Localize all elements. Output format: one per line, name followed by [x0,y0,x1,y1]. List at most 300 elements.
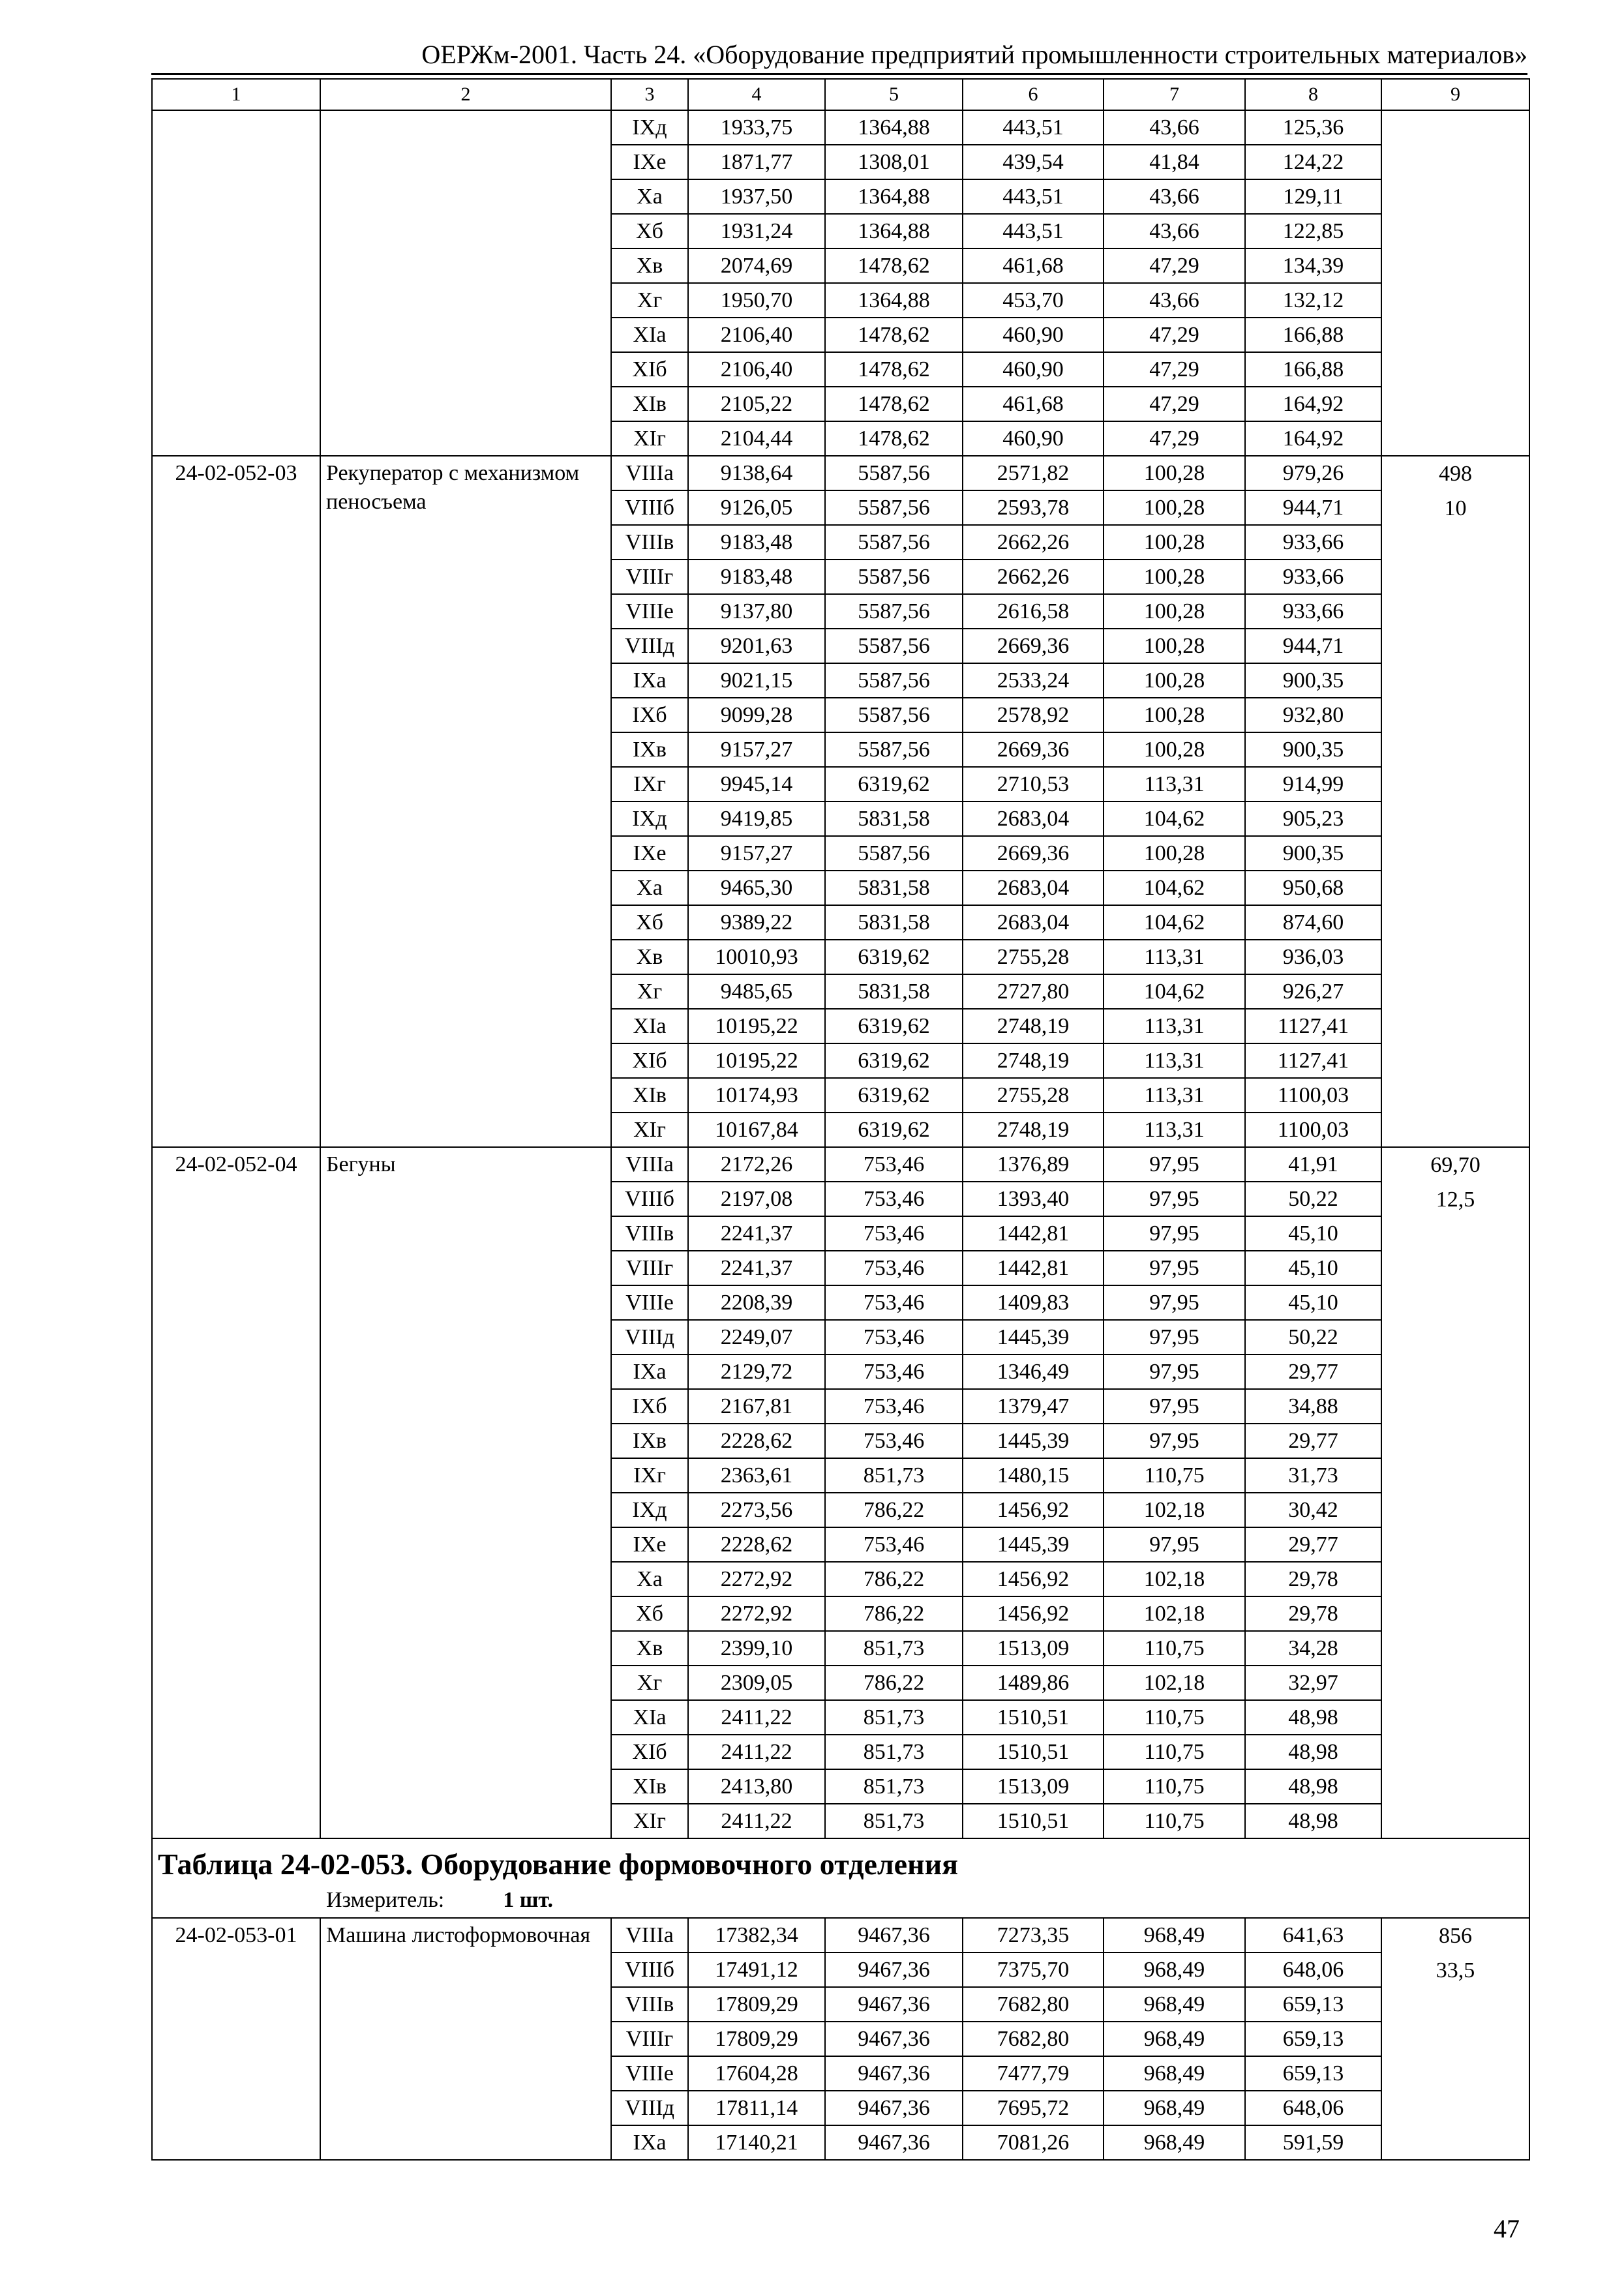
value-cell: 2363,61 [688,1458,825,1493]
value-cell: 933,66 [1245,560,1381,594]
column-number: 5 [825,79,963,110]
value-cell: 753,46 [825,1424,963,1458]
zone-cell: Xг [611,1666,688,1700]
value-cell: 41,84 [1104,145,1245,179]
zone-cell: IXе [611,1527,688,1562]
value-cell: 129,11 [1245,179,1381,214]
value-cell: 753,46 [825,1216,963,1251]
value-cell: 97,95 [1104,1354,1245,1389]
value-cell: 933,66 [1245,525,1381,560]
value-cell: 2309,05 [688,1666,825,1700]
value-cell: 9945,14 [688,767,825,801]
value-cell: 47,29 [1104,387,1245,421]
value-cell: 2399,10 [688,1631,825,1666]
value-cell: 1456,92 [963,1596,1104,1631]
value-cell: 1513,09 [963,1769,1104,1804]
item-name: Машина листоформовочная [320,1918,611,2160]
value-cell: 2273,56 [688,1493,825,1527]
value-cell: 5587,56 [825,629,963,663]
value-cell: 7477,79 [963,2056,1104,2091]
zone-cell: IXг [611,1458,688,1493]
value-cell: 851,73 [825,1769,963,1804]
value-cell: 2074,69 [688,248,825,283]
value-cell: 7682,80 [963,1987,1104,2022]
value-cell: 2578,92 [963,698,1104,732]
zone-cell: XIа [611,1700,688,1735]
value-cell: 1364,88 [825,110,963,145]
value-cell: 2197,08 [688,1182,825,1216]
value-cell: 1445,39 [963,1527,1104,1562]
value-cell: 753,46 [825,1320,963,1354]
value-cell: 851,73 [825,1458,963,1493]
value-cell: 2727,80 [963,974,1104,1009]
zone-cell: VIIIв [611,1987,688,2022]
zone-cell: IXд [611,110,688,145]
value-cell: 2593,78 [963,490,1104,525]
value-cell: 43,66 [1104,110,1245,145]
table-heading [152,1838,1529,1918]
value-cell: 2662,26 [963,560,1104,594]
item-code: 24-02-052-03 [152,456,320,1147]
zone-cell: Xа [611,179,688,214]
value-cell: 17809,29 [688,1987,825,2022]
value-cell: 45,10 [1245,1251,1381,1285]
zone-cell: XIб [611,352,688,387]
value-cell: 1513,09 [963,1631,1104,1666]
value-cell: 786,22 [825,1493,963,1527]
value-cell: 786,22 [825,1666,963,1700]
value-cell: 926,27 [1245,974,1381,1009]
value-cell: 2411,22 [688,1735,825,1769]
value-cell: 968,49 [1104,2091,1245,2125]
value-cell: 453,70 [963,283,1104,318]
value-cell: 443,51 [963,179,1104,214]
value-cell: 110,75 [1104,1804,1245,1838]
value-cell: 164,92 [1245,421,1381,456]
value-cell: 50,22 [1245,1320,1381,1354]
page-number: 47 [1494,2214,1520,2243]
value-cell: 5831,58 [825,974,963,1009]
value-cell: 968,49 [1104,1918,1245,1952]
value-cell: 1409,83 [963,1285,1104,1320]
value-cell: 1510,51 [963,1804,1104,1838]
value-cell: 1937,50 [688,179,825,214]
value-cell: 9465,30 [688,871,825,905]
value-cell: 48,98 [1245,1735,1381,1769]
value-cell: 113,31 [1104,1043,1245,1078]
value-cell: 17491,12 [688,1952,825,1987]
value-cell: 936,03 [1245,940,1381,974]
value-cell: 968,49 [1104,1952,1245,1987]
value-cell: 1933,75 [688,110,825,145]
value-cell: 1127,41 [1245,1009,1381,1043]
value-cell: 34,28 [1245,1631,1381,1666]
mass-value: 498 [1439,462,1472,486]
zone-cell: VIIIг [611,1251,688,1285]
value-cell: 100,28 [1104,836,1245,871]
value-cell: 753,46 [825,1527,963,1562]
value-cell: 7375,70 [963,1952,1104,1987]
table-body [152,79,1529,2160]
mass-value: 10 [1444,496,1467,520]
value-cell: 2106,40 [688,352,825,387]
zone-cell: VIIIд [611,629,688,663]
value-cell: 9467,36 [825,1987,963,2022]
value-cell: 110,75 [1104,1700,1245,1735]
value-cell: 29,77 [1245,1424,1381,1458]
column-number: 4 [688,79,825,110]
zone-cell: VIIIе [611,1285,688,1320]
value-cell: 102,18 [1104,1562,1245,1596]
zone-cell: XIв [611,1769,688,1804]
value-cell: 851,73 [825,1631,963,1666]
zone-cell: VIIIа [611,456,688,490]
value-cell: 41,91 [1245,1147,1381,1182]
value-cell: 9485,65 [688,974,825,1009]
value-cell: 2129,72 [688,1354,825,1389]
value-cell: 29,77 [1245,1354,1381,1389]
value-cell: 113,31 [1104,1113,1245,1147]
value-cell: 933,66 [1245,594,1381,629]
value-cell: 1478,62 [825,352,963,387]
value-cell: 914,99 [1245,767,1381,801]
value-cell: 29,77 [1245,1527,1381,1562]
value-cell: 648,06 [1245,2091,1381,2125]
zone-cell: IXд [611,1493,688,1527]
value-cell: 30,42 [1245,1493,1381,1527]
value-cell: 1456,92 [963,1493,1104,1527]
value-cell: 1489,86 [963,1666,1104,1700]
value-cell: 968,49 [1104,1987,1245,2022]
value-cell: 2104,44 [688,421,825,456]
value-cell: 113,31 [1104,767,1245,801]
value-cell: 460,90 [963,421,1104,456]
table-row [152,1147,1529,1182]
value-cell: 100,28 [1104,525,1245,560]
value-cell: 100,28 [1104,594,1245,629]
value-cell: 5587,56 [825,732,963,767]
value-cell: 166,88 [1245,352,1381,387]
value-cell: 1100,03 [1245,1078,1381,1113]
value-cell: 9467,36 [825,2091,963,2125]
value-cell: 1871,77 [688,145,825,179]
zone-cell: XIа [611,1009,688,1043]
value-cell: 34,88 [1245,1389,1381,1424]
mass-value: 12,5 [1436,1188,1475,1212]
value-cell: 6319,62 [825,767,963,801]
value-cell: 1950,70 [688,283,825,318]
value-cell: 932,80 [1245,698,1381,732]
value-cell: 1364,88 [825,283,963,318]
value-cell: 7081,26 [963,2125,1104,2160]
value-cell: 5587,56 [825,456,963,490]
mass-value: 33,5 [1436,1958,1475,1982]
value-cell: 753,46 [825,1354,963,1389]
value-cell: 753,46 [825,1182,963,1216]
zone-cell: VIIIв [611,1216,688,1251]
value-cell: 9467,36 [825,1952,963,1987]
value-cell: 47,29 [1104,352,1245,387]
zone-cell: IXе [611,836,688,871]
value-cell: 5587,56 [825,490,963,525]
value-cell: 753,46 [825,1389,963,1424]
measure-label: Измеритель: [326,1888,445,1912]
value-cell: 979,26 [1245,456,1381,490]
value-cell: 50,22 [1245,1182,1381,1216]
value-cell: 2105,22 [688,387,825,421]
value-cell: 104,62 [1104,974,1245,1009]
value-cell: 944,71 [1245,629,1381,663]
value-cell: 47,29 [1104,421,1245,456]
value-cell: 7682,80 [963,2022,1104,2056]
zone-cell: XIа [611,318,688,352]
value-cell: 9183,48 [688,560,825,594]
item-code [152,110,320,456]
zone-cell: VIIIе [611,594,688,629]
value-cell: 9467,36 [825,2056,963,2091]
value-cell: 968,49 [1104,2056,1245,2091]
value-cell: 900,35 [1245,663,1381,698]
mass-cell [1381,110,1529,456]
value-cell: 1100,03 [1245,1113,1381,1147]
value-cell: 851,73 [825,1804,963,1838]
value-cell: 2669,36 [963,836,1104,871]
value-cell: 113,31 [1104,940,1245,974]
value-cell: 6319,62 [825,940,963,974]
value-cell: 1478,62 [825,318,963,352]
value-cell: 2272,92 [688,1596,825,1631]
value-cell: 2411,22 [688,1700,825,1735]
value-cell: 110,75 [1104,1769,1245,1804]
value-cell: 97,95 [1104,1389,1245,1424]
zone-cell: XIб [611,1043,688,1078]
value-cell: 9099,28 [688,698,825,732]
value-cell: 461,68 [963,248,1104,283]
value-cell: 460,90 [963,318,1104,352]
value-cell: 5587,56 [825,836,963,871]
column-number: 3 [611,79,688,110]
value-cell: 648,06 [1245,1952,1381,1987]
value-cell: 100,28 [1104,456,1245,490]
column-number: 2 [320,79,611,110]
value-cell: 1393,40 [963,1182,1104,1216]
zone-cell: Xв [611,248,688,283]
value-cell: 1364,88 [825,179,963,214]
table-row [152,110,1529,145]
zone-cell: VIIIа [611,1918,688,1952]
value-cell: 1379,47 [963,1389,1104,1424]
value-cell: 851,73 [825,1700,963,1735]
value-cell: 1442,81 [963,1251,1104,1285]
value-cell: 2669,36 [963,732,1104,767]
value-cell: 5831,58 [825,905,963,940]
value-cell: 122,85 [1245,214,1381,248]
value-cell: 9467,36 [825,1918,963,1952]
value-cell: 9157,27 [688,732,825,767]
value-cell: 6319,62 [825,1078,963,1113]
value-cell: 9021,15 [688,663,825,698]
value-cell: 110,75 [1104,1735,1245,1769]
zone-cell: Xб [611,905,688,940]
value-cell: 753,46 [825,1251,963,1285]
value-cell: 460,90 [963,352,1104,387]
value-cell: 104,62 [1104,905,1245,940]
item-code: 24-02-052-04 [152,1147,320,1838]
value-cell: 786,22 [825,1596,963,1631]
zone-cell: XIг [611,421,688,456]
value-cell: 10174,93 [688,1078,825,1113]
zone-cell: VIIIб [611,490,688,525]
value-cell: 1346,49 [963,1354,1104,1389]
value-cell: 2662,26 [963,525,1104,560]
column-number: 9 [1381,79,1529,110]
value-cell: 2208,39 [688,1285,825,1320]
header-title: ОЕРЖм-2001. Часть 24. «Оборудование предприятий промышленности строительных материалов» [421,40,1527,69]
value-cell: 461,68 [963,387,1104,421]
table-row [152,456,1529,490]
value-cell: 29,78 [1245,1562,1381,1596]
value-cell: 97,95 [1104,1527,1245,1562]
value-cell: 47,29 [1104,248,1245,283]
value-cell: 659,13 [1245,1987,1381,2022]
value-cell: 2241,37 [688,1216,825,1251]
value-cell: 10167,84 [688,1113,825,1147]
value-cell: 874,60 [1245,905,1381,940]
value-cell: 110,75 [1104,1631,1245,1666]
value-cell: 43,66 [1104,214,1245,248]
value-cell: 5587,56 [825,560,963,594]
value-cell: 47,29 [1104,318,1245,352]
value-cell: 48,98 [1245,1700,1381,1735]
value-cell: 17140,21 [688,2125,825,2160]
zone-cell: VIIIд [611,1320,688,1354]
value-cell: 2228,62 [688,1424,825,1458]
value-cell: 5587,56 [825,698,963,732]
zone-cell: IXв [611,1424,688,1458]
value-cell: 2748,19 [963,1043,1104,1078]
zone-cell: VIIIг [611,2022,688,2056]
value-cell: 1376,89 [963,1147,1104,1182]
value-cell: 2683,04 [963,801,1104,836]
value-cell: 659,13 [1245,2022,1381,2056]
value-cell: 10195,22 [688,1009,825,1043]
value-cell: 48,98 [1245,1804,1381,1838]
value-cell: 2172,26 [688,1147,825,1182]
value-cell: 45,10 [1245,1285,1381,1320]
zone-cell: VIIIд [611,2091,688,2125]
value-cell: 1445,39 [963,1424,1104,1458]
value-cell: 9126,05 [688,490,825,525]
zone-cell: Xб [611,1596,688,1631]
value-cell: 132,12 [1245,283,1381,318]
value-cell: 124,22 [1245,145,1381,179]
value-cell: 641,63 [1245,1918,1381,1952]
value-cell: 102,18 [1104,1596,1245,1631]
zone-cell: XIв [611,1078,688,1113]
zone-cell: IXв [611,732,688,767]
zone-cell: VIIIв [611,525,688,560]
value-cell: 2167,81 [688,1389,825,1424]
value-cell: 5587,56 [825,594,963,629]
mass-cell [1381,1918,1529,2160]
value-cell: 9138,64 [688,456,825,490]
value-cell: 9419,85 [688,801,825,836]
value-cell: 1456,92 [963,1562,1104,1596]
measure-line [153,1881,1529,1913]
value-cell: 2413,80 [688,1769,825,1804]
value-cell: 164,92 [1245,387,1381,421]
value-cell: 2748,19 [963,1009,1104,1043]
value-cell: 97,95 [1104,1251,1245,1285]
zone-cell: XIг [611,1113,688,1147]
value-cell: 125,36 [1245,110,1381,145]
value-cell: 5587,56 [825,525,963,560]
zone-cell: XIг [611,1804,688,1838]
value-cell: 2616,58 [963,594,1104,629]
column-number: 1 [152,79,320,110]
zone-cell: XIв [611,387,688,421]
value-cell: 2249,07 [688,1320,825,1354]
value-cell: 113,31 [1104,1009,1245,1043]
value-cell: 2748,19 [963,1113,1104,1147]
zone-cell: VIIIб [611,1952,688,1987]
value-cell: 443,51 [963,110,1104,145]
value-cell: 97,95 [1104,1285,1245,1320]
value-cell: 591,59 [1245,2125,1381,2160]
value-cell: 900,35 [1245,836,1381,871]
value-cell: 9201,63 [688,629,825,663]
zone-cell: Xб [611,214,688,248]
value-cell: 97,95 [1104,1424,1245,1458]
column-number-row [152,79,1529,110]
column-number: 6 [963,79,1104,110]
value-cell: 10195,22 [688,1043,825,1078]
value-cell: 2710,53 [963,767,1104,801]
running-header [151,37,1527,75]
value-cell: 2533,24 [963,663,1104,698]
value-cell: 29,78 [1245,1596,1381,1631]
value-cell: 100,28 [1104,629,1245,663]
value-cell: 43,66 [1104,283,1245,318]
value-cell: 17811,14 [688,2091,825,2125]
zone-cell: IXд [611,801,688,836]
value-cell: 7695,72 [963,2091,1104,2125]
zone-cell: VIIIг [611,560,688,594]
value-cell: 2571,82 [963,456,1104,490]
zone-cell: XIб [611,1735,688,1769]
value-cell: 110,75 [1104,1458,1245,1493]
column-number: 8 [1245,79,1381,110]
mass-value: 856 [1439,1924,1472,1948]
zone-cell: IXа [611,1354,688,1389]
measure-unit: 1 шт. [503,1888,554,1912]
value-cell: 900,35 [1245,732,1381,767]
value-cell: 48,98 [1245,1769,1381,1804]
zone-cell: IXа [611,2125,688,2160]
value-cell: 2669,36 [963,629,1104,663]
value-cell: 905,23 [1245,801,1381,836]
table-heading-row [152,1838,1529,1918]
value-cell: 1510,51 [963,1700,1104,1735]
zone-cell: Xв [611,1631,688,1666]
value-cell: 17809,29 [688,2022,825,2056]
value-cell: 9467,36 [825,2125,963,2160]
value-cell: 2411,22 [688,1804,825,1838]
value-cell: 97,95 [1104,1320,1245,1354]
value-cell: 100,28 [1104,490,1245,525]
mass-cell [1381,1147,1529,1838]
item-name: Рекуператор с механизмом пеносъема [320,456,611,1147]
